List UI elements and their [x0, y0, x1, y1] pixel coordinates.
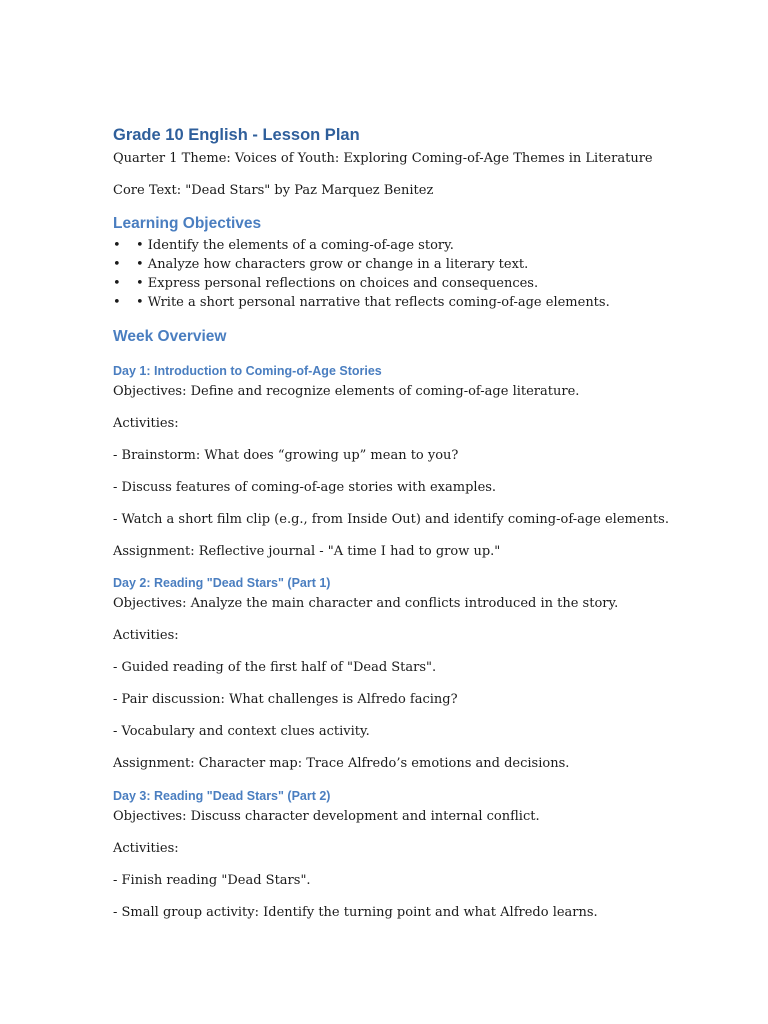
day-1-activities-label: Activities:	[113, 416, 179, 431]
day-1-assignment: Assignment: Reflective journal - "A time I had to grow up."	[113, 544, 501, 559]
day-2-activity: - Pair discussion: What challenges is Alfredo facing?	[113, 692, 458, 707]
day-2-activities-label: Activities:	[113, 628, 179, 643]
list-item	[113, 293, 610, 312]
list-item	[113, 255, 610, 274]
day-1-activity: - Watch a short film clip (e.g., from Inside Out) and identify coming-of-age elements.	[113, 512, 669, 527]
bullet-icon: •	[113, 276, 121, 291]
day-1-objectives: Objectives: Define and recognize elements of coming-of-age literature.	[113, 384, 580, 399]
day-2-activity: - Vocabulary and context clues activity.	[113, 724, 370, 739]
core-text-line: Core Text: "Dead Stars" by Paz Marquez Benitez	[113, 183, 434, 198]
day-2-objectives: Objectives: Analyze the main character and conflicts introduced in the story.	[113, 596, 619, 611]
bullet-icon: •	[113, 295, 121, 310]
list-item	[113, 236, 610, 255]
day-3-activity: - Small group activity: Identify the turning point and what Alfredo learns.	[113, 905, 598, 920]
bullet-icon: •	[113, 238, 121, 253]
week-overview-heading: Week Overview	[113, 328, 227, 345]
day-2-activity: - Guided reading of the first half of "Dead Stars".	[113, 660, 437, 675]
list-item	[113, 274, 610, 293]
page-title: Grade 10 English - Lesson Plan	[113, 126, 360, 144]
day-1-activity: - Brainstorm: What does “growing up” mean to you?	[113, 448, 459, 463]
theme-line: Quarter 1 Theme: Voices of Youth: Exploring Coming-of-Age Themes in Literature	[113, 151, 653, 166]
day-3-activity: - Finish reading "Dead Stars".	[113, 873, 311, 888]
day-2-heading: Day 2: Reading "Dead Stars" (Part 1)	[113, 576, 331, 590]
day-3-heading: Day 3: Reading "Dead Stars" (Part 2)	[113, 789, 331, 803]
day-2-assignment: Assignment: Character map: Trace Alfredo’s emotions and decisions.	[113, 756, 570, 771]
objective-text: • Analyze how characters grow or change in a literary text.	[136, 257, 529, 272]
bullet-icon: •	[113, 257, 121, 272]
objectives-heading: Learning Objectives	[113, 215, 262, 232]
objective-text: • Identify the elements of a coming-of-age story.	[136, 238, 454, 253]
objectives-list	[113, 236, 610, 312]
day-1-activity: - Discuss features of coming-of-age stories with examples.	[113, 480, 497, 495]
objective-text: • Write a short personal narrative that reflects coming-of-age elements.	[136, 295, 610, 310]
day-3-activities-label: Activities:	[113, 841, 179, 856]
objective-text: • Express personal reflections on choices and consequences.	[136, 276, 539, 291]
day-3-objectives: Objectives: Discuss character development and internal conflict.	[113, 809, 540, 824]
day-1-heading: Day 1: Introduction to Coming-of-Age Stories	[113, 364, 382, 378]
